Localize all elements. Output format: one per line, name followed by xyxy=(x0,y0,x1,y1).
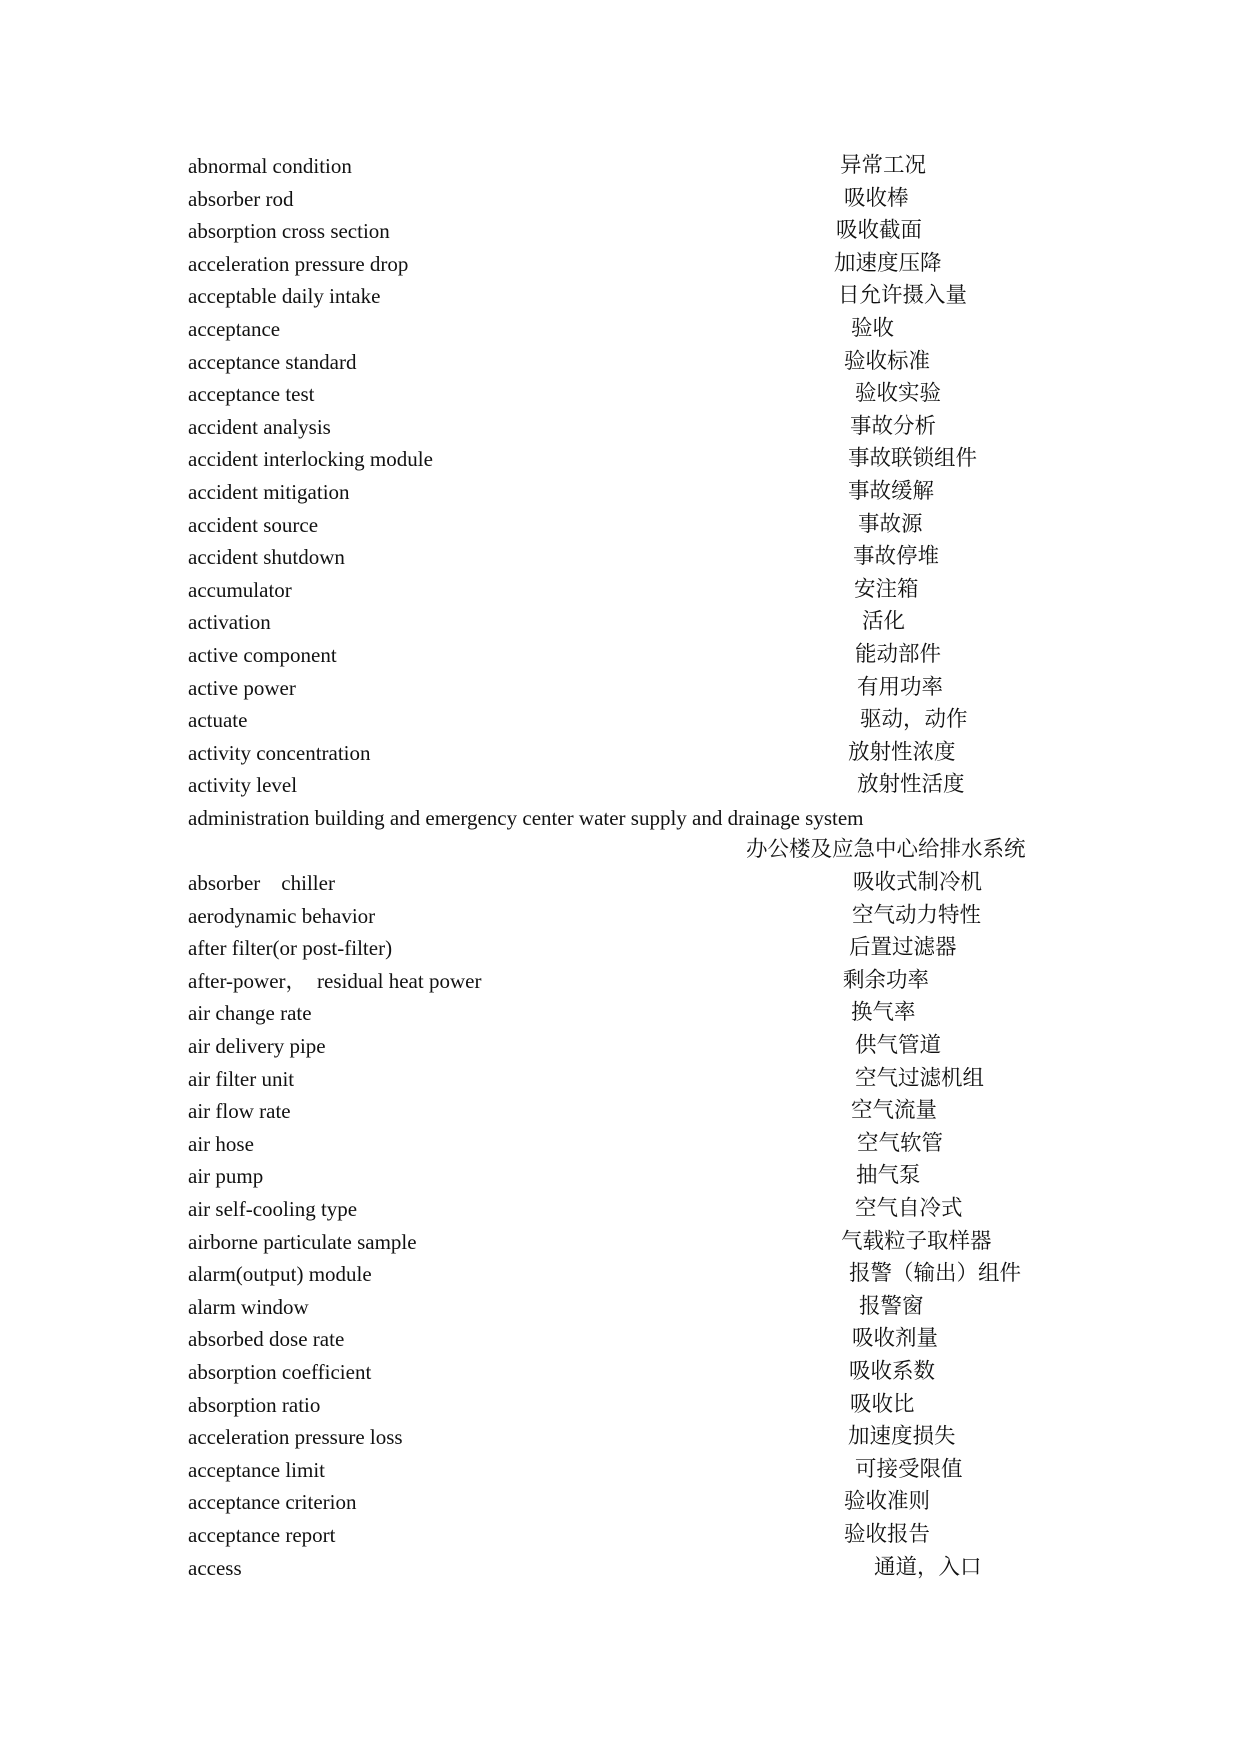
term-chinese: 事故分析 xyxy=(850,413,937,439)
glossary-entry xyxy=(188,183,1088,216)
term-chinese: 报警窗 xyxy=(859,1293,924,1319)
glossary-entry xyxy=(188,737,1088,770)
glossary-entry xyxy=(188,1356,1088,1389)
term-chinese: 换气率 xyxy=(851,1000,916,1026)
term-chinese: 空气过滤机组 xyxy=(855,1065,985,1091)
glossary-entry xyxy=(188,509,1088,542)
term-english: acceptance limit xyxy=(188,1457,326,1482)
term-english: air change rate xyxy=(188,1001,312,1026)
term-english: activation xyxy=(188,610,271,635)
term-english: acceptance test xyxy=(188,382,315,407)
term-english: access xyxy=(188,1555,242,1580)
glossary-entry xyxy=(188,704,1088,737)
term-english: acceleration pressure loss xyxy=(188,1425,403,1450)
term-english: active power xyxy=(188,675,296,700)
glossary-list xyxy=(188,150,1088,1584)
term-chinese: 安注箱 xyxy=(854,576,919,602)
term-chinese: 日允许摄入量 xyxy=(838,283,968,309)
term-chinese: 吸收剂量 xyxy=(852,1326,939,1352)
glossary-entry xyxy=(188,378,1088,411)
term-english: after-power， residual heat power xyxy=(188,968,482,993)
glossary-entry xyxy=(188,248,1088,281)
term-english: air self-cooling type xyxy=(188,1197,358,1221)
term-english: accident analysis xyxy=(188,414,331,439)
glossary-entry xyxy=(188,411,1088,444)
term-chinese: 气载粒子取样器 xyxy=(841,1228,992,1254)
term-english: administration building and emergency center water supply and drainage system xyxy=(188,805,864,830)
term-chinese: 通道，入口 xyxy=(874,1554,982,1580)
glossary-entry xyxy=(188,443,1088,476)
term-chinese: 空气软管 xyxy=(857,1130,944,1156)
term-chinese: 报警（输出）组件 xyxy=(849,1261,1022,1287)
term-english: activity concentration xyxy=(188,740,371,765)
term-chinese: 事故停堆 xyxy=(853,544,940,570)
glossary-entry xyxy=(188,802,1088,867)
glossary-entry xyxy=(188,965,1088,998)
term-english: air hose xyxy=(188,1131,254,1156)
term-english: air pump xyxy=(188,1164,264,1189)
term-chinese: 剩余功率 xyxy=(843,967,930,993)
term-english: absorption cross section xyxy=(188,219,390,244)
glossary-entry xyxy=(188,1421,1088,1454)
term-english: absorber rod xyxy=(188,186,294,211)
term-chinese: 吸收式制冷机 xyxy=(853,870,983,896)
term-chinese: 事故联锁组件 xyxy=(848,446,978,472)
term-english: actuate xyxy=(188,708,248,733)
glossary-entry xyxy=(188,932,1088,965)
term-english: alarm window xyxy=(188,1294,309,1319)
term-english: air delivery pipe xyxy=(188,1034,326,1059)
glossary-entry xyxy=(188,541,1088,574)
term-english: acceleration pressure drop xyxy=(188,251,409,276)
term-english: alarm(output) module xyxy=(188,1262,372,1287)
glossary-entry xyxy=(188,867,1088,900)
term-chinese: 加速度损失 xyxy=(848,1424,956,1450)
glossary-entry xyxy=(188,1519,1088,1552)
term-chinese: 有用功率 xyxy=(857,674,944,700)
term-english: active component xyxy=(188,642,337,667)
term-english: acceptance standard xyxy=(188,349,357,374)
glossary-entry xyxy=(188,1258,1088,1291)
term-english: aerodynamic behavior xyxy=(188,903,376,928)
glossary-entry xyxy=(188,1486,1088,1519)
term-chinese: 活化 xyxy=(862,609,906,635)
term-chinese: 供气管道 xyxy=(855,1033,942,1059)
term-english: accident interlocking module xyxy=(188,447,433,472)
glossary-entry xyxy=(188,900,1088,933)
glossary-entry xyxy=(188,1160,1088,1193)
term-chinese: 验收 xyxy=(851,315,895,341)
glossary-entry xyxy=(188,672,1088,705)
term-chinese: 能动部件 xyxy=(855,641,942,667)
glossary-entry xyxy=(188,606,1088,639)
glossary-entry xyxy=(188,639,1088,672)
term-english: abnormal condition xyxy=(188,154,352,178)
term-english: absorber chiller xyxy=(188,871,335,896)
glossary-entry xyxy=(188,1226,1088,1259)
term-english: accumulator xyxy=(188,577,292,602)
glossary-entry xyxy=(188,997,1088,1030)
glossary-entry xyxy=(188,1323,1088,1356)
glossary-entry xyxy=(188,1193,1088,1226)
term-chinese: 事故源 xyxy=(858,511,923,537)
glossary-entry xyxy=(188,1030,1088,1063)
glossary-entry xyxy=(188,769,1088,802)
term-english: after filter(or post-filter) xyxy=(188,936,393,961)
glossary-entry xyxy=(188,150,1088,183)
glossary-entry xyxy=(188,476,1088,509)
term-english: air flow rate xyxy=(188,1099,291,1124)
term-chinese: 事故缓解 xyxy=(848,478,935,504)
term-chinese: 吸收系数 xyxy=(849,1358,936,1384)
term-english: accident shutdown xyxy=(188,545,345,570)
glossary-entry xyxy=(188,1291,1088,1324)
term-chinese: 异常工况 xyxy=(840,153,927,178)
glossary-entry xyxy=(188,1552,1088,1585)
term-chinese: 验收准则 xyxy=(844,1489,931,1515)
glossary-entry xyxy=(188,1063,1088,1096)
term-chinese: 吸收截面 xyxy=(836,218,923,244)
term-chinese: 加速度压降 xyxy=(834,250,942,276)
term-chinese: 办公楼及应急中心给排水系统 xyxy=(746,837,1026,863)
term-english: absorption coefficient xyxy=(188,1359,372,1384)
term-chinese: 空气流量 xyxy=(851,1098,938,1124)
term-english: accident mitigation xyxy=(188,479,350,504)
term-english: absorbed dose rate xyxy=(188,1327,345,1352)
glossary-entry xyxy=(188,574,1088,607)
glossary-entry xyxy=(188,280,1088,313)
term-english: air filter unit xyxy=(188,1066,295,1091)
term-chinese: 放射性活度 xyxy=(857,772,965,798)
term-english: airborne particulate sample xyxy=(188,1229,417,1254)
term-english: acceptance criterion xyxy=(188,1490,357,1515)
term-english: activity level xyxy=(188,773,298,798)
term-chinese: 放射性浓度 xyxy=(848,739,956,765)
glossary-entry xyxy=(188,1454,1088,1487)
term-chinese: 吸收棒 xyxy=(844,185,909,211)
glossary-entry xyxy=(188,1389,1088,1422)
term-english: absorption ratio xyxy=(188,1392,321,1417)
term-chinese: 吸收比 xyxy=(850,1391,915,1417)
term-chinese: 可接受限值 xyxy=(855,1456,963,1482)
term-english: acceptance xyxy=(188,316,281,341)
term-english: acceptable daily intake xyxy=(188,284,381,309)
term-chinese: 验收标准 xyxy=(844,348,931,374)
glossary-entry xyxy=(188,313,1088,346)
term-chinese: 驱动，动作 xyxy=(860,707,968,733)
glossary-entry xyxy=(188,1128,1088,1161)
term-chinese: 空气自冷式 xyxy=(855,1196,963,1221)
term-chinese: 抽气泵 xyxy=(856,1163,921,1189)
term-chinese: 验收报告 xyxy=(844,1521,931,1547)
glossary-entry xyxy=(188,215,1088,248)
term-chinese: 后置过滤器 xyxy=(849,935,957,961)
term-chinese: 空气动力特性 xyxy=(852,902,982,928)
term-chinese: 验收实验 xyxy=(855,381,942,407)
term-english: accident source xyxy=(188,512,319,537)
term-english: acceptance report xyxy=(188,1522,336,1547)
glossary-entry xyxy=(188,346,1088,379)
glossary-entry xyxy=(188,1095,1088,1128)
